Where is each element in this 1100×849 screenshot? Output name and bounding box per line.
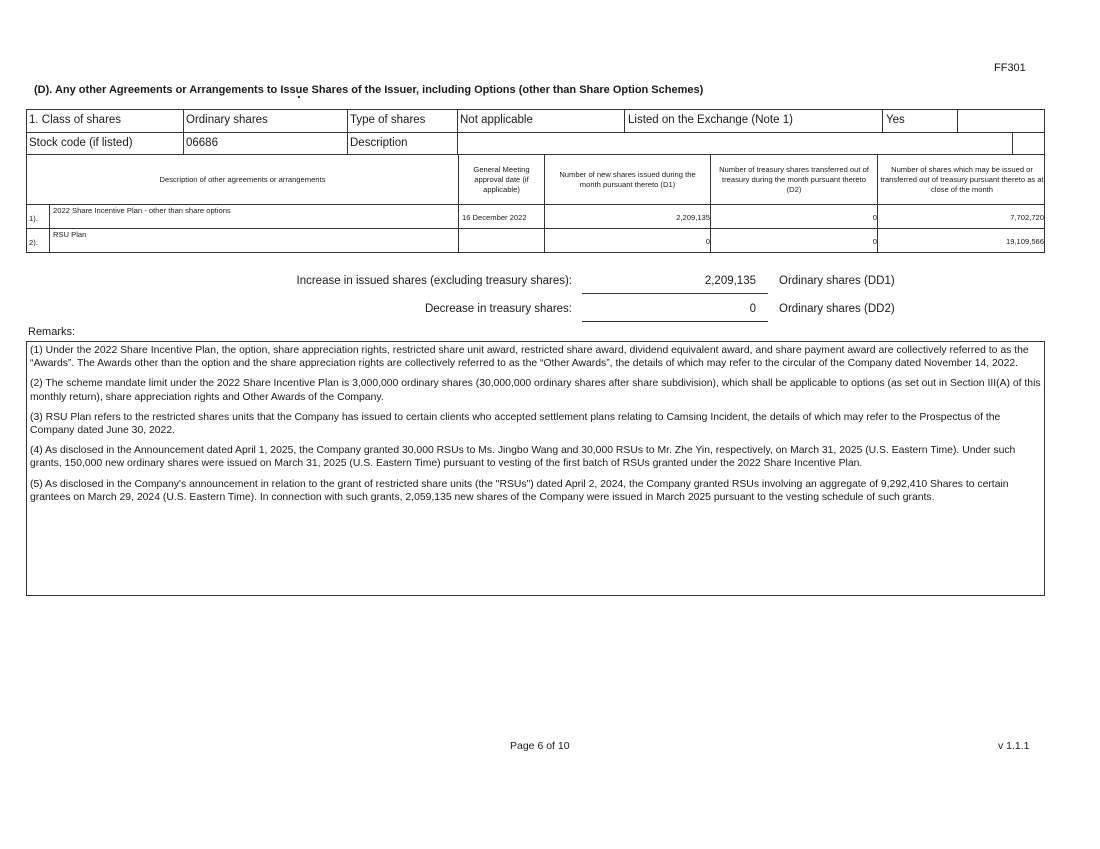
remarks-box [26,341,1045,596]
type-of-shares-label: Type of shares [350,114,426,126]
listed-value: Yes [886,114,905,126]
increase-label: Increase in issued shares (excluding treasury shares): [296,275,572,287]
remark-4: (4) As disclosed in the Announcement dated April 1, 2025, the Company granted 30,000 RSUs to Ms. Jingbo Wang and 30,000 RSUs to Mr. Zhe Yin, respectively, on March 31, 2025 (U.S. Eastern Time). Under such grants, 150,000 new ordinary shares were issued on March 31, 2025 (U.S. Eastern Time) pursuant to vesting of the first batch of RSUs granted under the 2022 Share Incentive Plan. [30,445,1016,470]
header-description: Description of other agreements or arrangements [159,174,326,184]
section-title: (D). Any other Agreements or Arrangements to Issue Shares of the Issuer, including Options (other than Share Option Schemes) [34,84,704,96]
stock-code-value: 06686 [186,137,218,149]
class-of-shares-label: 1. Class of shares [29,114,122,126]
stock-code-label: Stock code (if listed) [29,137,133,149]
type-of-shares-value: Not applicable [460,114,533,126]
listed-label: Listed on the Exchange (Note 1) [628,114,793,126]
increase-underline [582,293,768,294]
row-description: 2022 Share Incentive Plan - other than share options [53,206,231,215]
page-number: Page 6 of 10 [510,740,570,752]
remark-2: (2) The scheme mandate limit under the 2022 Share Incentive Plan is 3,000,000 ordinary shares (30,000,000 ordinary shares after share subdivision), which shall be applicable to options (as set out in Section III(A) of this monthly return), share appreciation rights and Other Awards of the Company. [30,378,1041,403]
row-number: 2). [29,238,38,247]
increase-value: 2,209,135 [704,275,756,287]
row-d2: 0 [872,213,877,222]
remarks-label: Remarks: [28,326,76,338]
agreements-table [26,154,1045,253]
row-d2: 0 [872,237,877,246]
header-gm-date: General Meeting approval date (if applicable) [473,164,530,194]
decrease-unit: Ordinary shares (DD2) [779,303,895,315]
header-remaining: Number of shares which may be issued or transferred out of treasury pursuant thereto as at close of the month [880,164,1044,194]
form-code: FF301 [994,62,1026,74]
increase-unit: Ordinary shares (DD1) [779,275,895,287]
row-number: 1). [29,214,38,223]
header-d1: Number of new shares issued during the month pursuant thereto (D1) [559,169,696,189]
share-info-table [26,109,1045,155]
stray-dot [298,96,300,98]
row-d1: 2,209,135 [676,213,710,222]
row-description: RSU Plan [53,230,87,239]
decrease-label: Decrease in treasury shares: [424,303,572,315]
remark-5: (5) As disclosed in the Company's announcement in relation to the grant of restricted share units (the "RSUs") dated April 2, 2024, the Company granted RSUs involving an aggregate of 9,292,410 Shares to certain grantees on March 29, 2024 (U.S. Eastern Time). In connection with such grants, 2,059,135 new shares of the Company were issued in March 2025 pursuant to the vesting schedule of such grants. [30,478,1009,503]
decrease-underline [582,321,768,322]
description-label: Description [350,137,408,149]
remark-1: (1) Under the 2022 Share Incentive Plan, the option, share appreciation rights, restricted share unit award, restricted share award, dividend equivalent award, and share payment award are collectively referred to as the “Awards”. The Awards other than the option and the share appreciation rights are collectively referred to as the “Other Awards”, the details of which may refer to the circular of the Company dated November 14, 2022. [30,345,1029,370]
row-d1: 0 [705,237,710,246]
decrease-value: 0 [749,303,756,315]
row-remaining: 7,702,720 [1010,213,1044,222]
header-d2: Number of treasury shares transferred out of treasury during the month pursuant thereto (D2) [719,164,869,194]
remark-3: (3) RSU Plan refers to the restricted shares units that the Company has issued to certain clients who accepted settlement plans relating to Camsing Incident, the details of which may refer to the Prospectus of the Company dated June 30, 2022. [30,411,1001,437]
row-gm-date: 16 December 2022 [462,213,527,222]
class-of-shares-value: Ordinary shares [186,114,268,126]
version-label: v 1.1.1 [998,740,1030,752]
row-remaining: 19,109,566 [1005,237,1044,246]
